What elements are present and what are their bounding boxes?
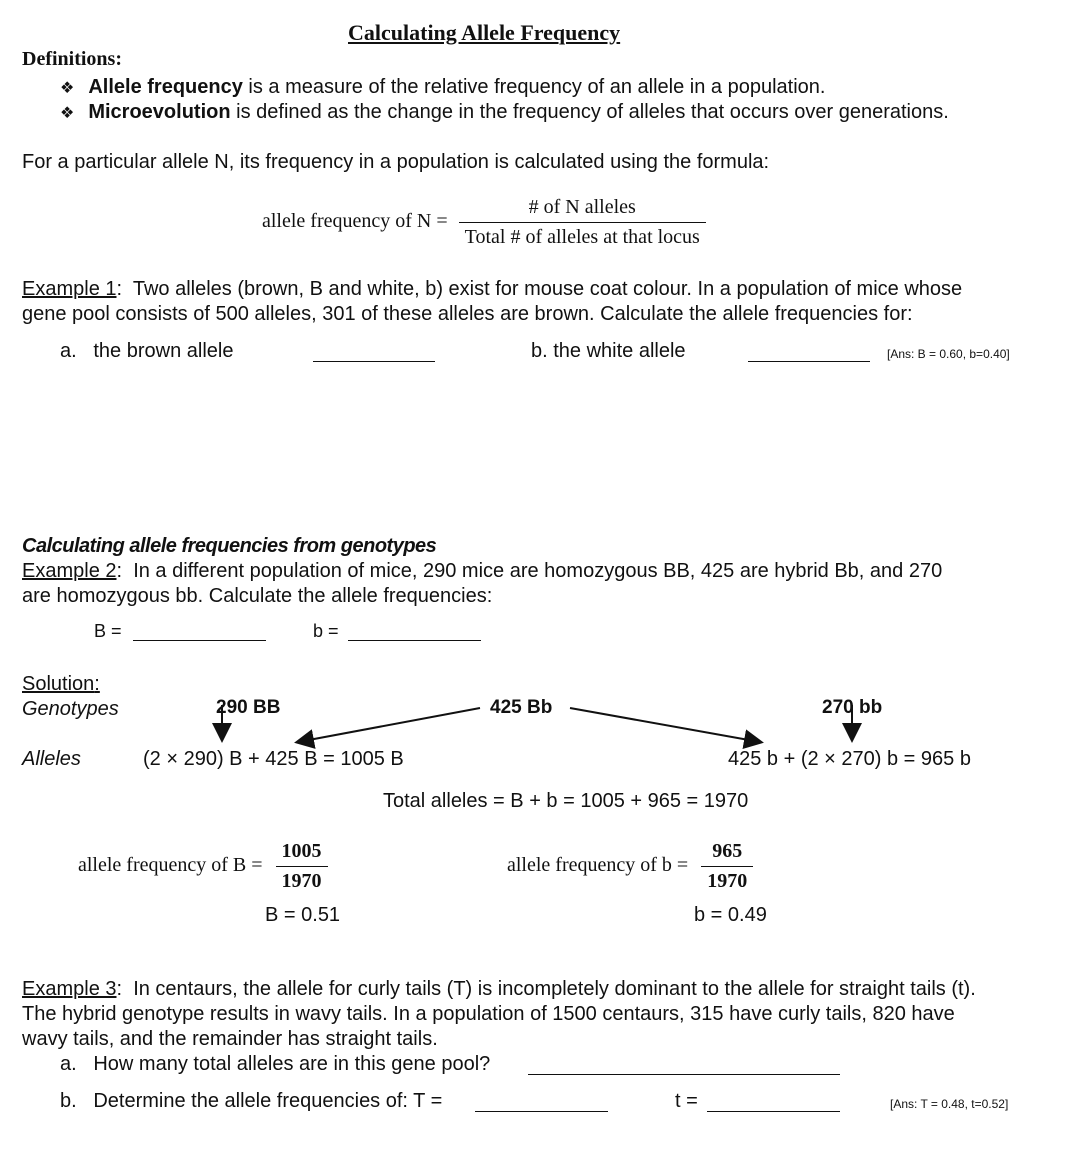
genotype-BB: 290 BB [216,697,281,718]
page-title: Calculating Allele Frequency [348,20,621,45]
formula-lhs: allele frequency of N = [262,210,448,233]
diamond-bullet-icon: ❖ [60,80,75,97]
example3-label: Example 3 [22,978,117,1000]
formula-numerator: # of N alleles [528,196,636,218]
freq-B-denominator: 1970 [276,866,328,893]
example3-line3: wavy tails, and the remainder has straight tails. [22,1028,438,1050]
total-alleles: Total alleles = B + b = 1005 + 965 = 1970 [383,790,749,812]
definitions-heading: Definitions: [22,48,122,70]
freq-B-fraction [276,840,328,893]
example3-question-a: a. How many total alleles are in this gene pool? [60,1053,491,1075]
freq-b-result: b = 0.49 [694,904,767,926]
example2-line2: are homozygous bb. Calculate the allele frequencies: [22,585,493,607]
freq-B-numerator: 1005 [281,840,322,862]
freq-b-formula [507,840,753,893]
freq-b-denominator: 1970 [701,866,753,893]
formula-denominator: Total # of alleles at that locus [459,222,706,249]
freq-B-formula [78,840,328,893]
example1-question-b: b. the white allele [531,340,686,362]
answer-blank-total-alleles[interactable] [528,1056,840,1075]
freq-b-fraction [701,840,753,893]
example3-answer: [Ans: T = 0.48, t=0.52] [890,1097,1009,1111]
example2-b-label: b = [313,621,339,641]
diamond-bullet-icon: ❖ [60,105,75,122]
example3-line2: The hybrid genotype results in wavy tails. In a population of 1500 centaurs, 315 have curly tails, 820 have [22,1003,955,1025]
solution-label: Solution: [22,673,100,695]
definition-text: is defined as the change in the frequency of alleles that occurs over generations. [230,101,949,123]
definition-term: Microevolution [88,101,231,123]
arrow-Bb-to-b [570,708,760,742]
example1-question-a: a. the brown allele [60,340,234,362]
arrow-Bb-to-B [298,708,480,742]
alleles-b-calc: 425 b + (2 × 270) b = 965 b [728,748,971,770]
section2-heading: Calculating allele frequencies from genotypes [22,535,437,557]
example2-line1: Example 2: In a different population of mice, 290 mice are homozygous BB, 425 are hybrid Bb, and 270 [22,560,943,582]
alleles-label: Alleles [22,748,81,770]
genotypes-label: Genotypes [22,698,119,720]
freq-B-lhs: allele frequency of B = [78,854,263,877]
example1-answer: [Ans: B = 0.60, b=0.40] [887,347,1010,361]
definition-term: Allele frequency [88,76,243,98]
example1-line2: gene pool consists of 500 alleles, 301 of these alleles are brown. Calculate the allele frequencies for: [22,303,913,325]
example3-question-b: b. Determine the allele frequencies of: T = [60,1090,443,1112]
freq-b-numerator: 965 [712,840,743,862]
freq-b-lhs: allele frequency of b = [507,854,689,877]
genotype-bb: 270 bb [822,697,883,718]
example2-B-label: B = [94,621,122,641]
freq-B-result: B = 0.51 [265,904,341,926]
genotype-Bb: 425 Bb [490,697,553,718]
definition-text: is a measure of the relative frequency of an allele in a population. [242,76,826,98]
example3-t-label: t = [675,1090,698,1112]
formula-intro: For a particular allele N, its frequency in a population is calculated using the formula: [22,151,770,173]
answer-blank-t[interactable] [707,1093,840,1112]
example3-line1: Example 3: In centaurs, the allele for curly tails (T) is incompletely dominant to the allele for straight tails (t). [22,978,976,1000]
answer-blank-T[interactable] [475,1093,608,1112]
alleles-B-calc: (2 × 290) B + 425 B = 1005 B [143,748,404,770]
example1-label: Example 1 [22,278,117,300]
example2-label: Example 2 [22,560,117,582]
example1-line1: Example 1: Two alleles (brown, B and white, b) exist for mouse coat colour. In a population of mice whose [22,278,963,300]
